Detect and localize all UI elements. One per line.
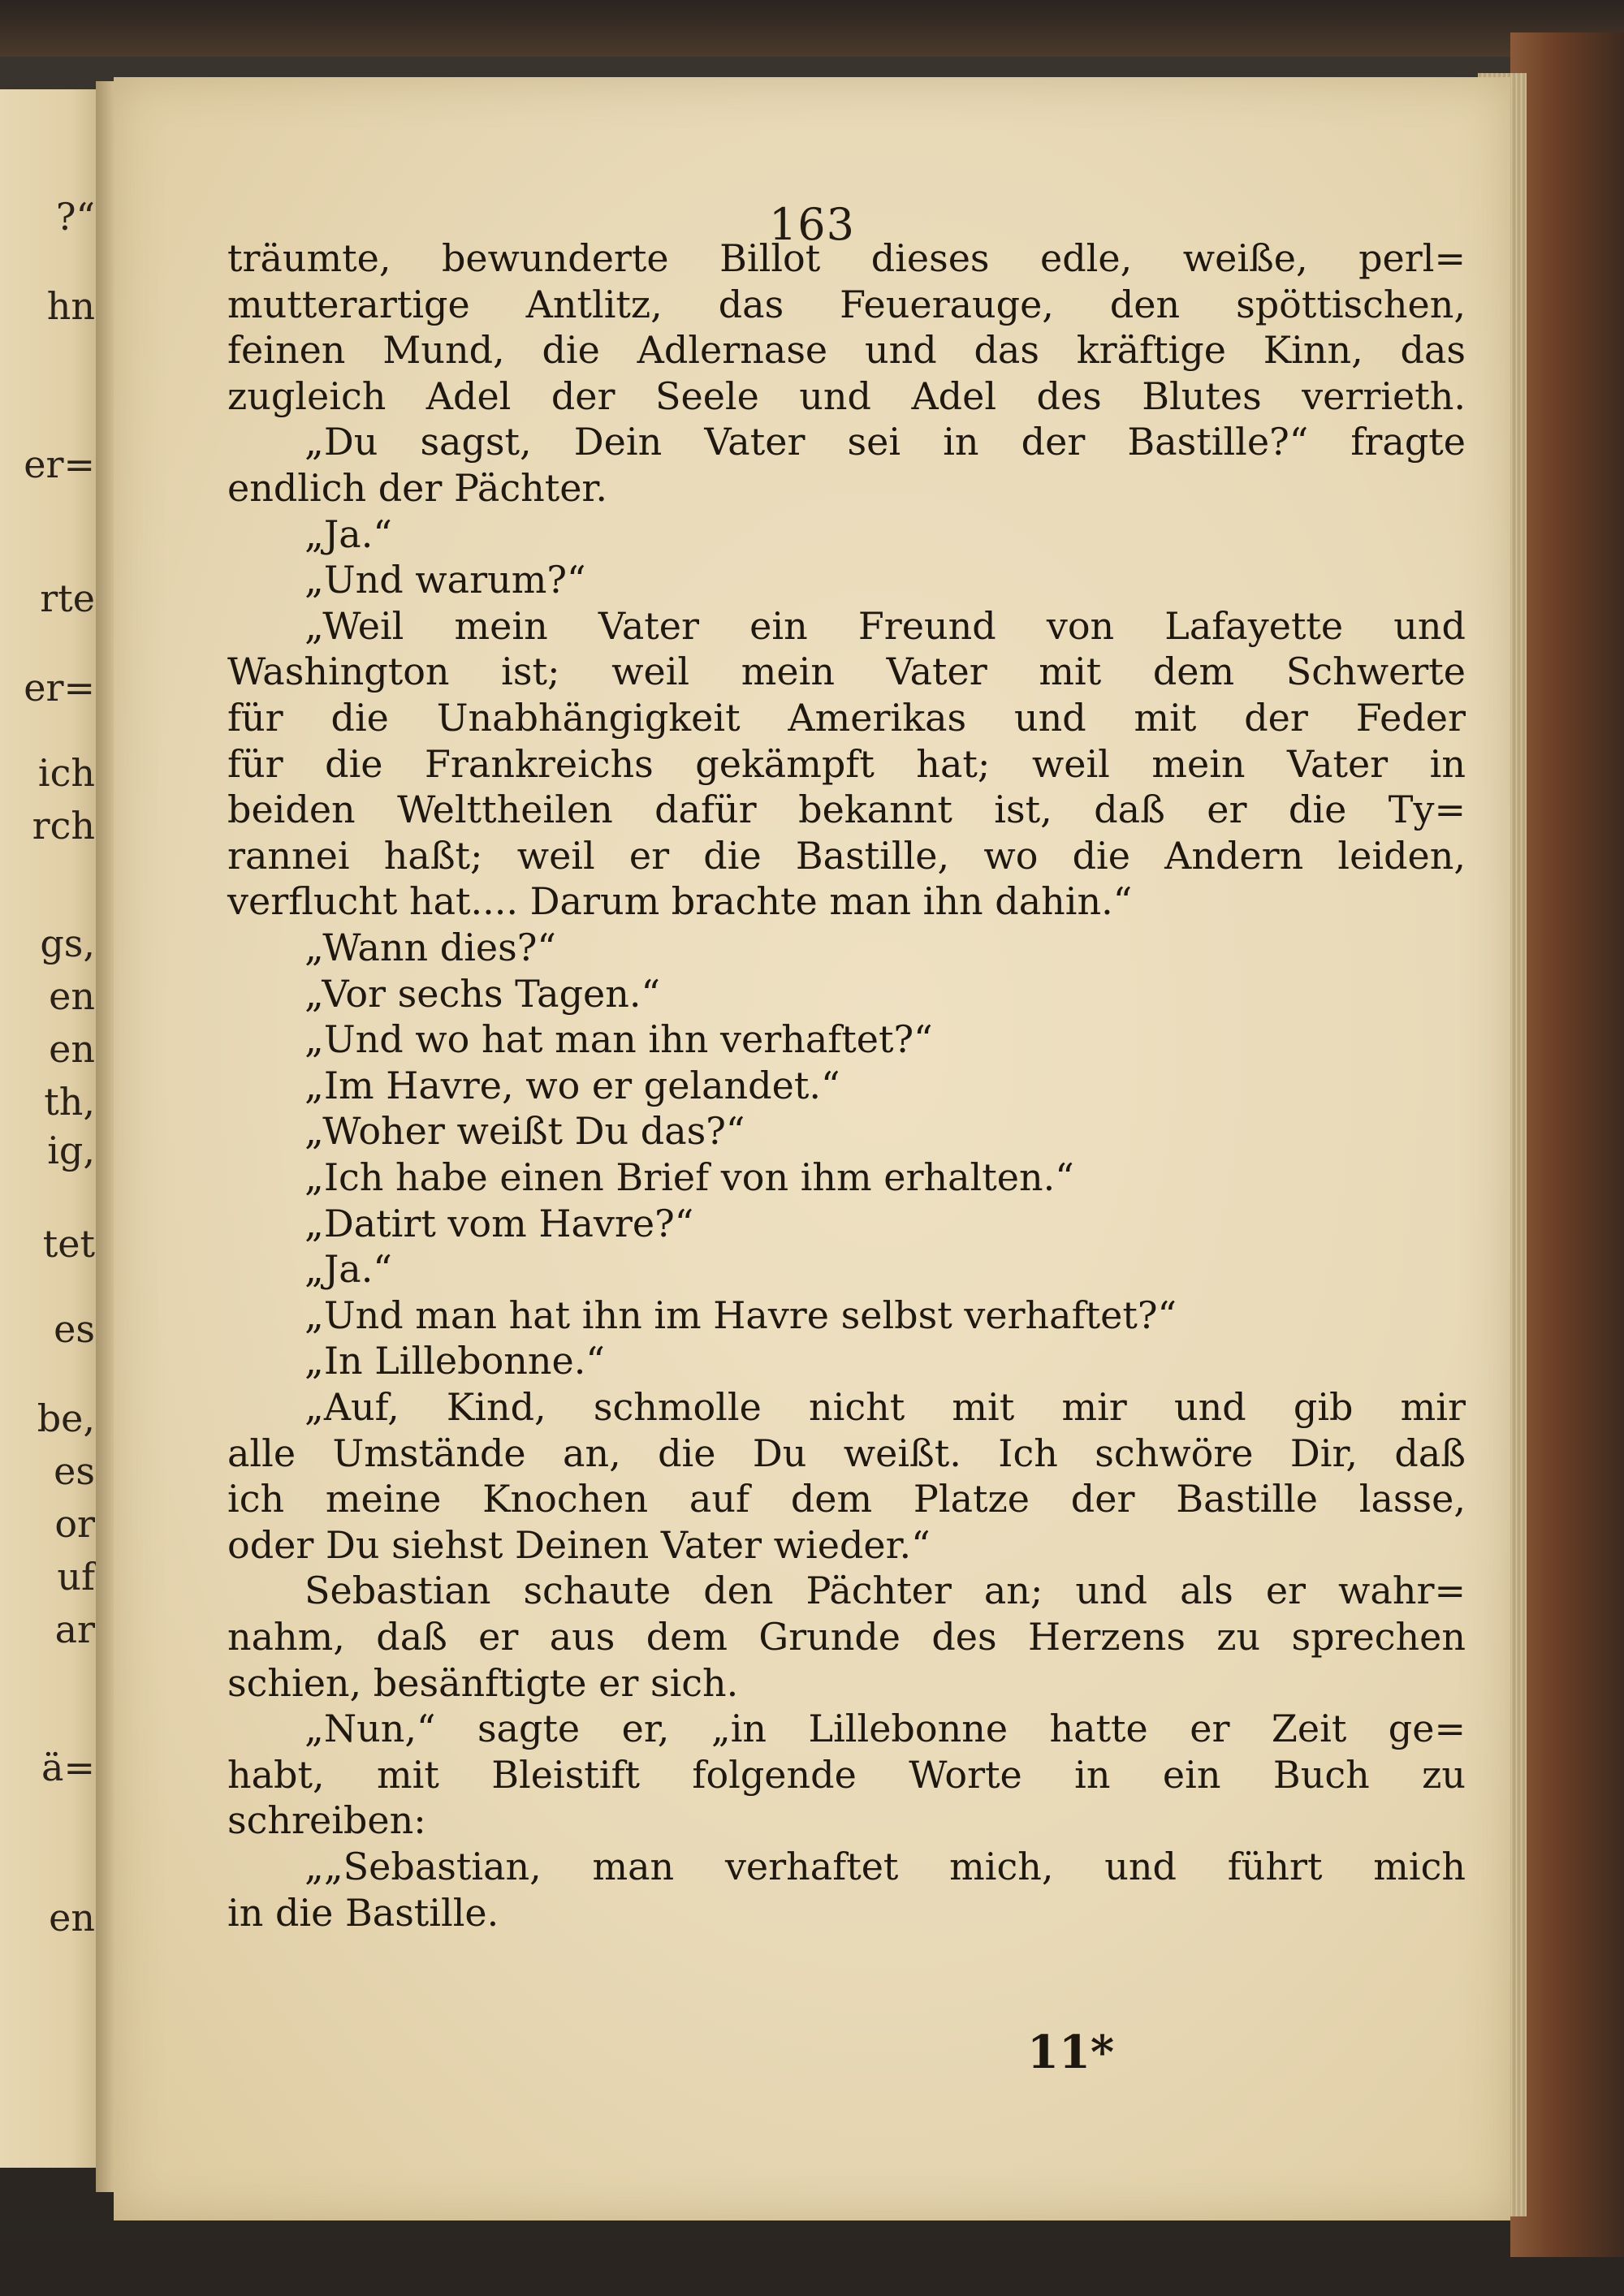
text-line: „Ja.“ [304, 1247, 392, 1292]
text-line: für die Frankreichs gekämpft hat; weil mein Vater in [227, 741, 1466, 786]
text-line: träumte, bewunderte Billot dieses edle, weiße, perl= [227, 236, 1466, 280]
left-page-text-fragment: ä= [41, 1746, 95, 1789]
text-line: in die Bastille. [227, 1890, 499, 1935]
text-line: für die Unabhängigkeit Amerikas und mit der Feder [227, 696, 1466, 740]
printer-signature: 11* [1027, 2026, 1115, 2079]
left-page-text-fragment: be, [37, 1396, 95, 1440]
page-number: 163 [768, 199, 856, 250]
book-cover-right [1510, 32, 1624, 2257]
text-line: habt, mit Bleistift folgende Worte in ein Buch zu [227, 1752, 1466, 1797]
text-line: „Auf, Kind, schmolle nicht mit mir und gib mir [304, 1385, 1466, 1429]
text-line: feinen Mund, die Adlernase und das kräftige Kinn, das [227, 328, 1466, 373]
text-line: „Im Havre, wo er gelandet.“ [304, 1063, 840, 1107]
left-page-text-fragment: th, [44, 1080, 95, 1124]
text-line: „Woher weißt Du das?“ [304, 1109, 745, 1154]
text-line: nahm, daß er aus dem Grunde des Herzens zu sprechen [227, 1615, 1466, 1659]
text-line: „Du sagst, Dein Vater sei in der Bastille?“ fragte [304, 420, 1466, 464]
left-page-text-fragment: ar [54, 1608, 95, 1651]
left-page-text-fragment: rch [32, 804, 95, 848]
left-page-text-fragment: rte [40, 576, 95, 620]
left-page-text-fragment: er= [24, 666, 95, 710]
text-line: „Und warum?“ [304, 558, 586, 602]
text-line: Washington ist; weil mein Vater mit dem Schwerte [227, 650, 1466, 694]
text-line: zugleich Adel der Seele und Adel des Blutes verrieth. [227, 373, 1466, 418]
left-page-text-fragment: ich [37, 751, 95, 795]
book-page [114, 77, 1510, 2220]
left-page-text-fragment: tet [42, 1222, 95, 1266]
left-page-text-fragment: er= [24, 442, 95, 486]
left-page-fragment [0, 89, 102, 2168]
text-line: schien, besänftigte er sich. [227, 1660, 739, 1705]
left-page-text-fragment: es [54, 1449, 95, 1493]
left-page-text-fragment: en [49, 1896, 95, 1940]
text-line: schreiben: [227, 1798, 426, 1843]
text-line: rannei haßt; weil er die Bastille, wo die Andern leiden, [227, 833, 1466, 878]
text-line: endlich der Pächter. [227, 466, 607, 510]
left-page-text-fragment: ?“ [55, 195, 95, 239]
left-page-text-fragment: uf [57, 1555, 95, 1599]
text-line: ich meine Knochen auf dem Platze der Bastille lasse, [227, 1477, 1466, 1521]
left-page-text-fragment: or [54, 1502, 95, 1546]
text-line: „Vor sechs Tagen.“ [304, 971, 661, 1016]
left-page-text-fragment: es [54, 1307, 95, 1351]
left-page-text-fragment: en [49, 1027, 95, 1071]
text-line: „Datirt vom Havre?“ [304, 1201, 694, 1245]
text-line: „Weil mein Vater ein Freund von Lafayette und [304, 603, 1466, 648]
text-line: alle Umstände an, die Du weißt. Ich schwöre Dir, daß [227, 1431, 1466, 1475]
book-cover-top [0, 0, 1624, 57]
left-page-text-fragment: gs, [40, 921, 95, 965]
text-line: „Nun,“ sagte er, „in Lillebonne hatte er Zeit ge= [304, 1707, 1466, 1751]
text-line: „Ich habe einen Brief von ihm erhalten.“ [304, 1155, 1074, 1199]
text-line: Sebastian schaute den Pächter an; und als er wahr= [304, 1569, 1466, 1613]
text-line: „Ja.“ [304, 511, 392, 556]
text-line: „Wann dies?“ [304, 926, 556, 969]
left-page-text-fragment: ig, [47, 1129, 95, 1172]
text-line: „In Lillebonne.“ [304, 1339, 605, 1383]
left-page-text-fragment: en [49, 974, 95, 1018]
text-line: „Und wo hat man ihn verhaftet?“ [304, 1017, 933, 1062]
left-page-text-fragment: hn [46, 284, 95, 328]
text-line: „„Sebastian, man verhaftet mich, und führt mich [304, 1845, 1466, 1888]
text-line: mutterartige Antlitz, das Feuerauge, den spöttischen, [227, 282, 1466, 326]
text-line: „Und man hat ihn im Havre selbst verhaftet?“ [304, 1293, 1177, 1337]
text-line: verflucht hat.... Darum brachte man ihn dahin.“ [227, 879, 1133, 924]
text-line: oder Du siehst Deinen Vater wieder.“ [227, 1522, 931, 1567]
text-line: beiden Welttheilen dafür bekannt ist, daß er die Ty= [227, 788, 1466, 832]
